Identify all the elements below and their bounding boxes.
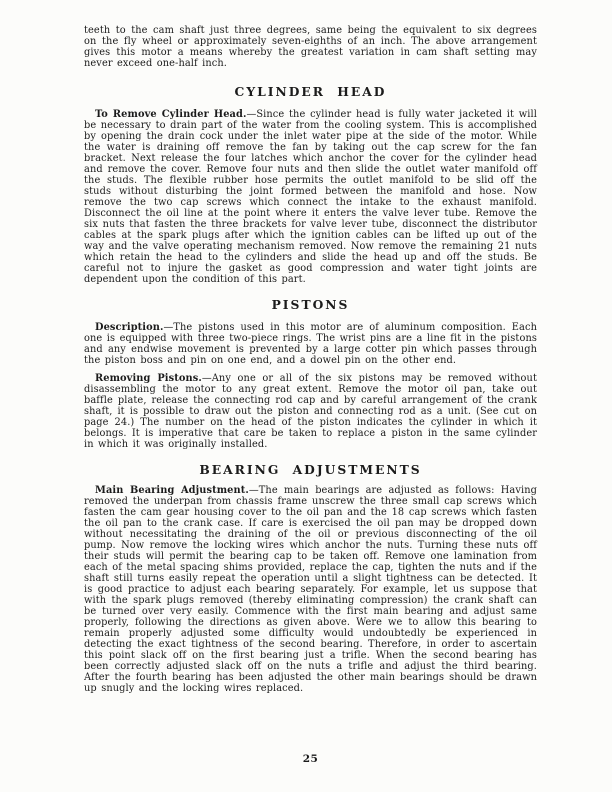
paragraph-lead: Main Bearing Adjustment. (95, 485, 249, 496)
paragraph-removing-pistons (84, 373, 537, 450)
paragraph-text: —The pistons used in this motor are of aluminum composition. Each one is equipped with three two-piece rings. The wrist pins are a line fit in the pistons and any endwise movement is prevented by a large cotter pin which passes through the piston boss and pin on one end, and a dowel pin on the other end. (84, 322, 537, 366)
paragraph-lead: To Remove Cylinder Head. (95, 109, 247, 120)
continuation-paragraph: teeth to the cam shaft just three degrees, same being the equivalent to six degrees on the fly wheel or approximately seven-eighths of an inch. The above arrangement gives this motor a means whereby the greatest variation in cam shaft setting may never exceed one-half inch. (84, 25, 537, 69)
paragraph-text: —The main bearings are adjusted as follows: Having removed the underpan from chassis frame unscrew the three small cap screws which fasten the cam gear housing cover to the oil pan and the 18 cap screws which fasten the oil pan to the crank case. If care is exercised the oil pan may be dropped down without necessitating the draining of the oil or previous disconnecting of the oil pump. Now remove the locking wires which anchor the nuts. Turning these nuts off their studs will permit the bearing cap to be taken off. Remove one lamination from each of the metal spacing shims provided, replace the cap, tighten the nuts and if the shaft still turns easily repeat the operation until a slight tightness can be detected. It is good practice to adjust each bearing separately. For example, let us suppose that with the spark plugs removed (thereby eliminating compression) the crank shaft can be turned over very easily. Commence with the first main bearing and adjust same properly, following the directions as given above. Were we to allow this bearing to remain properly adjusted some difficulty would undoubtedly be experienced in detecting the exact tightness of the second bearing. Therefore, in order to ascertain this point slack off on the first bearing just a trifle. When the second bearing has been correctly adjusted slack off on the nuts a trifle and adjust the third bearing. After the fourth bearing has been adjusted the other main bearings should be drawn up snugly and the locking wires replaced. (84, 485, 537, 694)
paragraph-text: —Any one or all of the six pistons may be removed without disassembling the motor to any great extent. Remove the motor oil pan, take out baffle plate, release the connecting rod cap and by careful arrangement of the crank shaft, it is possible to draw out the piston and connecting rod as a unit. (See cut on page 24.) The number on the head of the piston indicates the cylinder in which it belongs. It is imperative that care be taken to replace a piston in the same cylinder in which it was originally installed. (84, 373, 538, 450)
section-heading-cylinder-head: CYLINDER HEAD (234, 84, 387, 99)
section-heading-pistons: PISTONS (271, 297, 350, 312)
paragraph-to-remove-cylinder-head (84, 109, 537, 285)
paragraph-text: —Since the cylinder head is fully water jacketed it will be necessary to drain part of the water from the cooling system. This is accomplished by opening the drain cock under the inlet water pipe at the side of the motor. While the water is draining off remove the fan by taking out the cap screw for the fan bracket. Next release the four latches which anchor the cover for the cylinder head and remove the cover. Remove four nuts and then slide the outlet water manifold off the studs. The flexible rubber hose permits the outlet manifold to be slid off the studs without disturbing the joint formed between the manifold and hose. Now remove the two cap screws which connect the intake to the exhaust manifold. Disconnect the oil line at the point where it enters the valve lever tube. Remove the six nuts that fasten the three brackets for valve lever tube, disconnect the distributor cables at the spark plugs after which the ignition cables can be lifted up out of the way and the valve operating mechanism removed. Now remove the remaining 21 nuts which retain the head to the cylinders and slide the head up and off the studs. Be careful not to injure the gasket as good compression and water tight joints are dependent upon the condition of this part. (84, 109, 537, 285)
section-heading-bearing-adjustments: BEARING ADJUSTMENTS (199, 462, 422, 477)
paragraph-pistons-description (84, 322, 537, 366)
paragraph-lead: Description. (95, 322, 164, 333)
text-column (84, 25, 537, 694)
paragraph-lead: Removing Pistons. (95, 373, 202, 384)
page-number: 25 (302, 753, 319, 765)
paragraph-main-bearing-adjustment (84, 485, 537, 694)
